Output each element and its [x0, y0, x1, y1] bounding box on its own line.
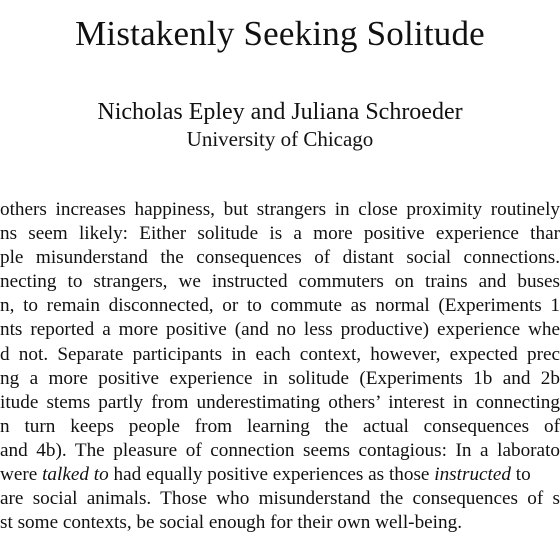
abstract-body — [0, 198, 560, 535]
abstract-line — [0, 391, 560, 415]
abstract-line — [0, 415, 560, 439]
abstract-text: nts reported a more positive (and no less productive) experience whe — [0, 319, 560, 341]
abstract-line — [0, 367, 560, 391]
abstract-line — [0, 318, 560, 342]
abstract-text: necting to strangers, we instructed commuters on trains and buses — [0, 271, 560, 293]
abstract-text: ng a more positive experience in solitude (Experiments 1b and 2b — [0, 367, 560, 389]
abstract-line — [0, 343, 560, 367]
abstract-italic-text: talked to — [42, 464, 109, 486]
abstract-line — [0, 439, 560, 463]
abstract-text: and 4b). The pleasure of connection seems contagious: In a laborato — [0, 439, 560, 461]
abstract-line — [0, 270, 560, 294]
abstract-italic-text: instructed — [434, 464, 511, 486]
abstract-line — [0, 463, 560, 487]
abstract-text: to — [511, 464, 531, 486]
abstract-text: itude stems partly from underestimating others’ interest in connecting — [0, 391, 560, 413]
abstract-line — [0, 246, 560, 270]
paper-title: Mistakenly Seeking Solitude — [75, 14, 485, 53]
abstract-line — [0, 222, 560, 246]
abstract-line — [0, 487, 560, 511]
abstract-text: ns seem likely: Either solitude is a more positive experience thar — [0, 223, 560, 245]
abstract-text: n turn keeps people from learning the actual consequences of — [0, 415, 560, 437]
abstract-text: others increases happiness, but strangers in close proximity routinely — [0, 199, 560, 220]
abstract-text: ple misunderstand the consequences of distant social connections. — [0, 247, 560, 269]
abstract-text: were — [0, 464, 43, 486]
abstract-text: n, to remain disconnected, or to commute as normal (Experiments 1 — [0, 295, 560, 317]
abstract-line — [0, 198, 560, 222]
abstract-text: are social animals. Those who misunderstand the consequences of s — [0, 488, 560, 510]
abstract-line — [0, 294, 560, 318]
abstract-text: st some contexts, be social enough for their own well-being. — [0, 512, 462, 534]
paper-authors: Nicholas Epley and Juliana Schroeder — [97, 99, 463, 125]
abstract-text: had equally positive experiences as those — [108, 464, 435, 486]
abstract-text: d not. Separate participants in each context, however, expected prec — [0, 343, 560, 365]
abstract-line — [0, 511, 560, 535]
paper-affiliation: University of Chicago — [186, 127, 374, 151]
